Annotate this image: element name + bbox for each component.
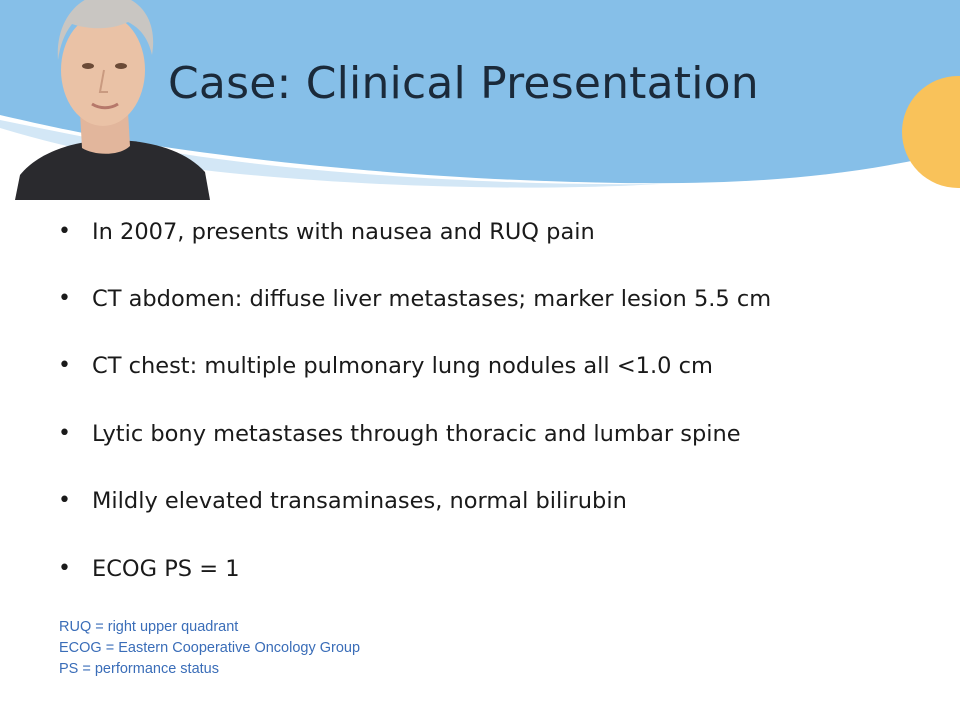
bullet-icon: • [58,353,71,379]
bullet-icon: • [58,488,71,514]
bullet-icon: • [58,555,71,581]
slide-title: Case: Clinical Presentation [168,58,759,109]
bullet-item [58,535,771,602]
footnotes [59,617,360,680]
bullet-icon: • [58,286,71,312]
bullet-text: ECOG PS = 1 [92,555,240,582]
bullet-text: Lytic bony metastases through thoracic and lumbar spine [92,420,741,447]
bullet-text: CT abdomen: diffuse liver metastases; marker lesion 5.5 cm [92,286,772,313]
footnote-ps: PS = performance status [59,661,219,677]
bullet-icon: • [58,218,71,244]
footnote-ruq: RUQ = right upper quadrant [59,619,239,635]
bullet-item [58,333,771,400]
bullet-item [58,400,771,467]
bullet-item [58,265,771,332]
bullet-text: In 2007, presents with nausea and RUQ pain [92,218,595,245]
bullet-text: CT chest: multiple pulmonary lung nodules all <1.0 cm [92,353,713,380]
bullet-icon: • [58,420,71,446]
bullet-list [58,198,771,602]
bullet-item [58,468,771,535]
footnote-ecog: ECOG = Eastern Cooperative Oncology Group [59,640,361,656]
bullet-text: Mildly elevated transaminases, normal bilirubin [92,488,627,515]
bullet-item [58,198,771,265]
